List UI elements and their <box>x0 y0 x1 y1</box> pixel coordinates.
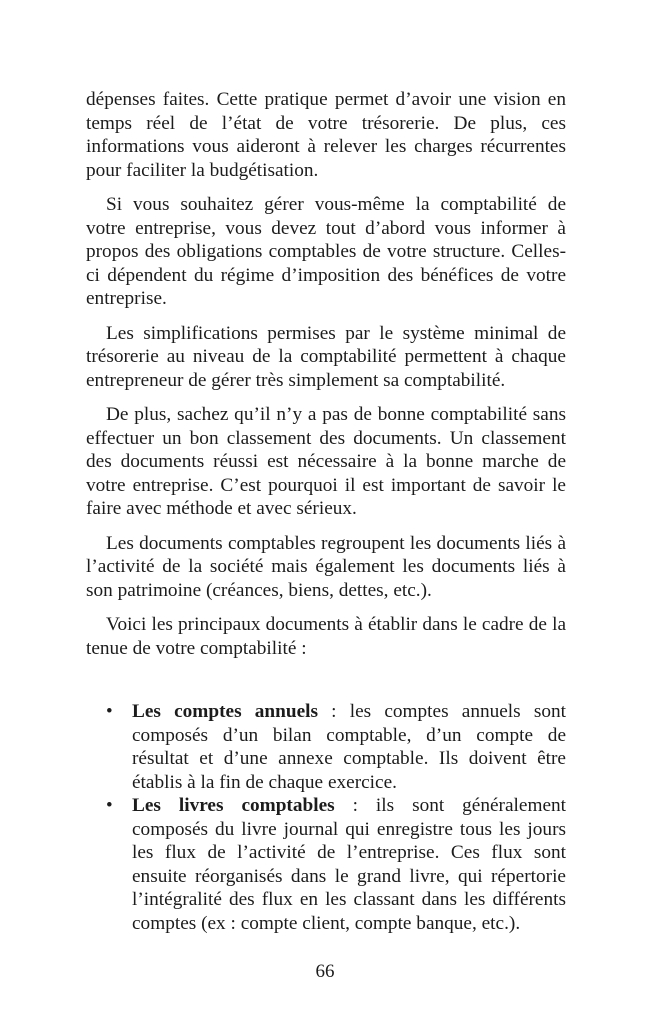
bullet-icon: • <box>106 701 113 722</box>
paragraph: Si vous souhaitez gérer vous-même la comptabilité de votre entreprise, vous devez tout d’abord vous informer à propos des obligations comptables de votre structure. Celles-ci dépendent du régime d’imposition des bénéfices de votre entreprise. <box>86 194 566 309</box>
bullet-term: Les comptes annuels <box>132 701 318 722</box>
paragraph: Les documents comptables regroupent les documents liés à l’activité de la société mais également les documents liés à son patrimoine (créances, biens, dettes, etc.). <box>86 532 566 601</box>
list-item <box>106 700 566 794</box>
paragraph: De plus, sachez qu’il n’y a pas de bonne comptabilité sans effectuer un bon classement des documents. Un classement des documents réussi est nécessaire à la bonne marche de votre entreprise. C’est pourquoi il est important de savoir le faire avec méthode et avec sérieux. <box>86 404 566 519</box>
bullet-icon: • <box>106 795 113 816</box>
bullet-list <box>86 700 566 935</box>
page-body <box>86 88 566 935</box>
bullet-text: : ils sont généralement composés du livre journal qui enregistre tous les jours les flux de l’activité de l’entreprise. Ces flux sont ensuite réorganisés dans le grand livre, qui répertorie l’intégralité des flux en les classant dans les différents comptes (ex : compte client, compte banque, etc.). <box>132 795 567 934</box>
bullet-text: : les comptes annuels sont composés d’un bilan comptable, d’un compte de résultat et d’une annexe comptable. Ils doivent être établis à la fin de chaque exercice. <box>132 701 566 793</box>
paragraph: Voici les principaux documents à établir dans le cadre de la tenue de votre comptabilité : <box>86 614 566 659</box>
list-item <box>106 794 567 935</box>
bullet-term: Les livres comptables <box>132 795 335 816</box>
page-number: 66 <box>315 961 335 982</box>
paragraph: dépenses faites. Cette pratique permet d’avoir une vision en temps réel de l’état de votre trésorerie. De plus, ces informations vous aideront à relever les charges récurrentes pour faciliter la budgétisation. <box>86 89 566 181</box>
paragraph: Les simplifications permises par le système minimal de trésorerie au niveau de la comptabilité permettent à chaque entrepreneur de gérer très simplement sa comptabilité. <box>86 322 566 391</box>
